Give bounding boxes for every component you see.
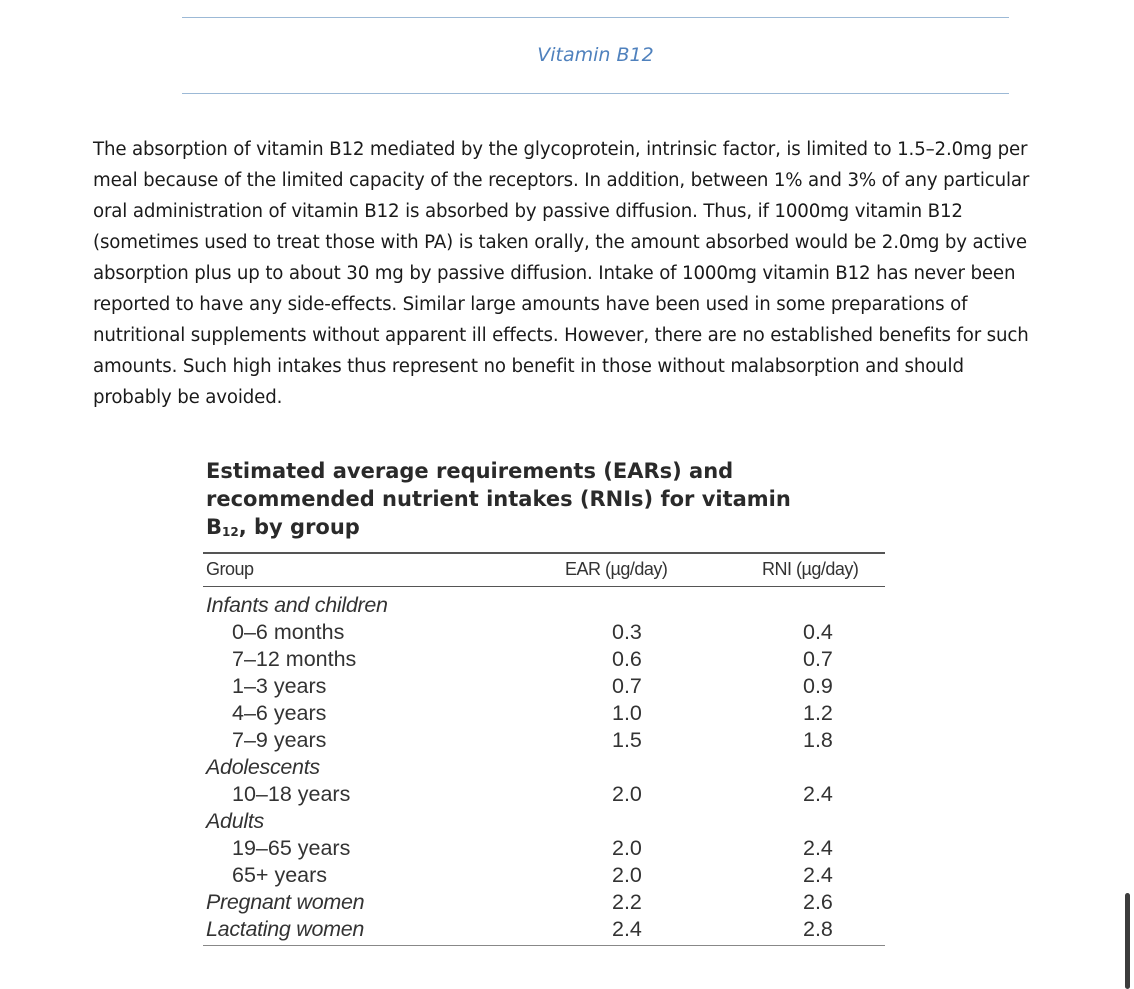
column-header-group: Group xyxy=(206,559,254,579)
body-paragraph xyxy=(93,134,1113,413)
table-title xyxy=(206,457,886,546)
cell-ear: 0.7 xyxy=(612,674,642,698)
table-row xyxy=(206,835,886,862)
cell-ear: 2.0 xyxy=(612,863,642,887)
cell-group: Infants and children xyxy=(206,593,388,617)
table-row xyxy=(206,781,886,808)
cell-rni: 2.6 xyxy=(803,890,833,914)
table-header-rule xyxy=(203,586,885,587)
paragraph-line: The absorption of vitamin B12 mediated by the glycoprotein, intrinsic factor, is limited to 1.5–2.0mg per xyxy=(93,139,1028,160)
paragraph-line: (sometimes used to treat those with PA) is taken orally, the amount absorbed would be 2.0mg by active xyxy=(93,232,1027,253)
table-title-b: B xyxy=(206,515,223,539)
table-title-line: recommended nutrient intakes (RNIs) for vitamin xyxy=(206,487,791,511)
paragraph-line: meal because of the limited capacity of the receptors. In addition, between 1% and 3% of any particular xyxy=(93,170,1030,191)
cell-ear: 2.2 xyxy=(612,890,642,914)
cell-group: 7–12 months xyxy=(232,647,357,671)
cell-group: 65+ years xyxy=(232,863,328,887)
table-title-line: Estimated average requirements (EARs) and xyxy=(206,459,734,483)
cell-rni: 2.4 xyxy=(803,782,833,806)
cell-ear: 2.0 xyxy=(612,782,642,806)
cell-group: 1–3 years xyxy=(232,674,327,698)
cell-group: Adolescents xyxy=(206,755,320,779)
table-row xyxy=(206,673,886,700)
header-bottom-rule xyxy=(182,93,1009,94)
cell-group: Lactating women xyxy=(206,917,365,941)
cell-rni: 1.2 xyxy=(803,701,833,725)
header-top-rule xyxy=(182,17,1009,18)
page-title: Vitamin B12 xyxy=(537,44,654,66)
paragraph-line: nutritional supplements without apparent ill effects. However, there are no established benefits for such xyxy=(93,325,1029,346)
cell-ear: 2.0 xyxy=(612,836,642,860)
paragraph-line: amounts. Such high intakes thus represent no benefit in those without malabsorption and should xyxy=(93,356,964,377)
table-title-line xyxy=(206,513,886,546)
table-row xyxy=(206,727,886,754)
table-row xyxy=(206,754,886,781)
cell-ear: 0.6 xyxy=(612,647,642,671)
cell-group: 4–6 years xyxy=(232,701,327,725)
table-row xyxy=(206,619,886,646)
table-row xyxy=(206,889,886,916)
table-row xyxy=(206,592,886,619)
paragraph-line: probably be avoided. xyxy=(93,387,283,408)
cell-ear: 2.4 xyxy=(612,917,642,941)
cell-group: 0–6 months xyxy=(232,620,345,644)
cell-rni: 2.8 xyxy=(803,917,833,941)
cell-group: 7–9 years xyxy=(232,728,327,752)
cell-group: 19–65 years xyxy=(232,836,351,860)
cell-ear: 1.5 xyxy=(612,728,642,752)
table-top-rule xyxy=(203,552,885,554)
paragraph-line: absorption plus up to about 30 mg by passive diffusion. Intake of 1000mg vitamin B12 has never been xyxy=(93,263,1016,284)
paragraph-line: reported to have any side-effects. Similar large amounts have been used in some preparations of xyxy=(93,294,968,315)
cell-rni: 0.9 xyxy=(803,674,833,698)
table-body xyxy=(206,592,886,943)
table-title-subscript: 12 xyxy=(222,525,239,539)
paragraph-line: oral administration of vitamin B12 is absorbed by passive diffusion. Thus, if 1000mg vitamin B12 xyxy=(93,201,963,222)
column-header-rni: RNI (µg/day) xyxy=(762,559,859,579)
table-row xyxy=(206,916,886,943)
cell-rni: 2.4 xyxy=(803,836,833,860)
table-title-suffix: , by group xyxy=(238,515,360,539)
cell-rni: 0.4 xyxy=(803,620,833,644)
cell-rni: 0.7 xyxy=(803,647,833,671)
cell-rni: 2.4 xyxy=(803,863,833,887)
cell-group: 10–18 years xyxy=(232,782,351,806)
scroll-indicator[interactable] xyxy=(1125,893,1130,989)
cell-ear: 1.0 xyxy=(612,701,642,725)
cell-group: Pregnant women xyxy=(206,890,365,914)
table-row xyxy=(206,700,886,727)
table-row xyxy=(206,646,886,673)
table-bottom-rule xyxy=(203,945,885,946)
column-header-ear: EAR (µg/day) xyxy=(565,559,668,579)
cell-ear: 0.3 xyxy=(612,620,642,644)
cell-rni: 1.8 xyxy=(803,728,833,752)
table-row xyxy=(206,808,886,835)
cell-group: Adults xyxy=(206,809,264,833)
table-row xyxy=(206,862,886,889)
